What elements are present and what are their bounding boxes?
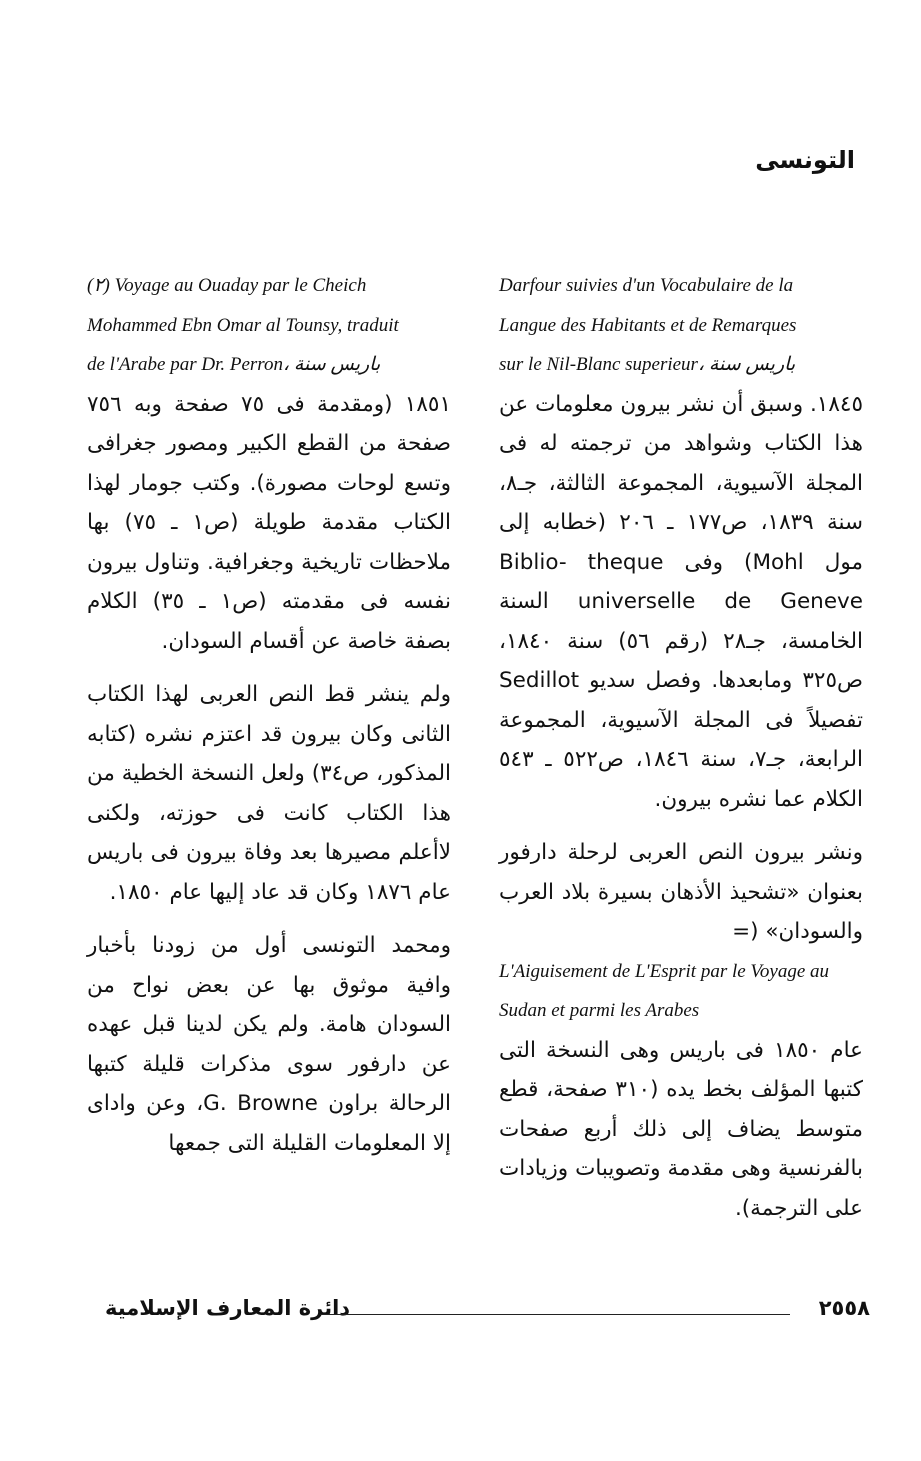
footer-rule — [320, 1314, 790, 1315]
footnote — [87, 266, 451, 661]
paragraph — [499, 266, 863, 819]
paragraph: ولم ينشر قط النص العربى لهذا الكتاب الثانى وكان بيرون قد اعتزم نشره (كتابه المذكور، ص٣٤) ولعل النسخة الخطية من هذا الكتاب كانت فى حوزته، ولكنى لاأعلم مصيرها بعد وفاة بيرون فى باريس عام ١٨٧٦ وكان قد عاد إليها عام ١٨٥٠. — [87, 682, 451, 905]
running-head: التونسى — [755, 146, 855, 174]
paragraph-text: ١٨٤٥. وسبق أن نشر بيرون معلومات عن هذا الكتاب وشواهد من ترجمته له فى المجلة الآسيوية، المجموعة الثالثة، جـ٨، سنة ١٨٣٩، ص١٧٧ ـ ٢٠٦ (خطابه إلى مول Mohl) وفى Biblio- theque universelle de Geneve السنة الخامسة، جـ٢٨ (رقم ٥٦) سنة ١٨٤٠، ص٣٢٥ ومابعدها. وفصل سديو Sedillot تفصيلاً فى المجلة الآسيوية، المجموعة الرابعة، جـ٧، سنة ١٨٤٦، ص٥٢٢ ـ ٥٤٣ الكلام عما نشره بيرون. — [499, 391, 864, 812]
latin-title: L'Aiguisement de L'Esprit par le Voyage au Sudan et parmi les Arabes — [499, 960, 830, 1021]
footer-title: دائرة المعارف الإسلامية — [105, 1296, 351, 1320]
page-number: ٢٥٥٨ — [818, 1296, 870, 1320]
paragraph-text: ونشر بيرون النص العربى لرحلة دارفور بعنوان «تشحيذ الأذهان بسيرة بلاد العرب والسودان» (= — [499, 840, 863, 944]
paragraph — [499, 833, 863, 1228]
latin-line: Darfour suivies d'un Vocabulaire de la — [499, 275, 794, 296]
latin-line: Langue des Habitants et de Remarques — [499, 314, 797, 336]
latin-line: (٢) Voyage au Ouaday par le Cheich — [87, 275, 367, 296]
latin-line: Mohammed Ebn Omar al Tounsy, traduit — [87, 314, 399, 336]
paragraph-text: عام ١٨٥٠ فى باريس وهى النسخة التى كتبها المؤلف بخط يده (٣١٠ صفحة، قطع متوسط يضاف إلى ذلك أربع صفحات بالفرنسية وهى مقدمة وتصويبات وزيادات على الترجمة). — [499, 1037, 863, 1221]
paragraph-text: ١٨٥١ (ومقدمة فى ٧٥ صفحة وبه ٧٥٦ صفحة من القطع الكبير ومصور جغرافى وتسع لوحات مصورة). وكتب جومار لهذا الكتاب مقدمة طويلة (ص١ ـ ٧٥) بها ملاحظات تاريخية وجغرافية. وتناول بيرون نفسه فى مقدمته (ص١ ـ ٣٥) الكلام بصفة خاصة عن أقسام السودان. — [87, 391, 452, 654]
page-footer — [105, 1296, 870, 1336]
right-column — [499, 266, 863, 1242]
paragraph: ومحمد التونسى أول من زودنا بأخبار وافية موثوق بها عن بعض نواح من السودان هامة. ولم يكن لدينا قبل عهده عن دارفور سوى مذكرات قليلة كتبها الرحالة براون G. Browne، وعن وادای إلا المعلومات القليلة التى جمعها — [87, 933, 452, 1156]
latin-line: sur le Nil-Blanc superieur، باريس سنة — [499, 354, 796, 375]
latin-line: de l'Arabe par Dr. Perron، باريس سنة — [87, 354, 381, 375]
left-column — [87, 266, 451, 1177]
